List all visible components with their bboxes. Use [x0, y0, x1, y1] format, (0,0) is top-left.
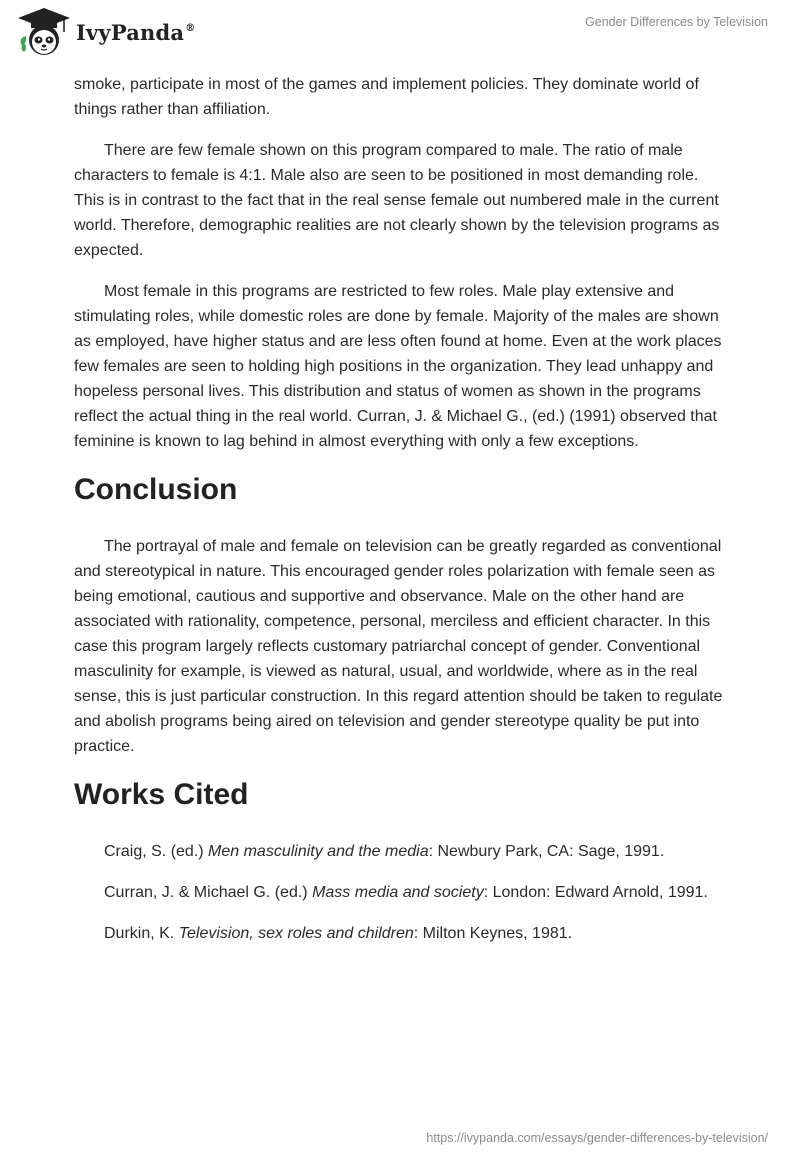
citation-item: Craig, S. (ed.) Men masculinity and the media: Newbury Park, CA: Sage, 1991.: [104, 843, 665, 860]
conclusion-heading: Conclusion: [74, 473, 238, 506]
paragraph-continuation: smoke, participate in most of the games and implement policies. They dominate world of things rather than affiliation.: [74, 76, 699, 118]
source-url: https://ivypanda.com/essays/gender-differences-by-television/: [426, 1131, 768, 1145]
citation-item: Durkin, K. Television, sex roles and children: Milton Keynes, 1981.: [104, 925, 573, 942]
page-header: [0, 0, 800, 70]
logo-wordmark: IvyPanda®: [76, 19, 196, 45]
citation-item: Curran, J. & Michael G. (ed.) Mass media and society: London: Edward Arnold, 1991.: [104, 884, 708, 901]
panda-graduation-logo-icon: [14, 6, 74, 58]
essay-content: [74, 72, 728, 962]
paragraph-conclusion: The portrayal of male and female on television can be greatly regarded as conventional and stereotypical in nature. This encouraged gender roles polarization with female seen as being emotional, cautious and supportive and observance. Male on the other hand are associated with rationality, competence, personal, merciless and efficient character. In this case this program largely reflects customary patriarchal concept of gender. Conventional masculinity for example, is viewed as natural, usual, and worldwide, where as in the real sense, this is just particular construction. In this regard attention should be taken to regulate and abolish programs being aired on television and gender stereotype quality be put into practice.: [74, 538, 723, 755]
works-cited-heading: Works Cited: [74, 778, 249, 811]
ivypanda-logo-link[interactable]: [14, 6, 195, 58]
paragraph-roles: Most female in this programs are restricted to few roles. Male play extensive and stimulating roles, while domestic roles are done by female. Majority of the males are shown as employed, have higher status and are less often found at home. Even at the work places few females are seen to holding high positions in the organization. They lead unhappy and hopeless personal lives. This distribution and status of women as shown in the programs reflect the actual thing in the real world. Curran, J. & Michael G., (ed.) (1991) observed that feminine is known to lag behind in almost everything with only a few exceptions.: [74, 283, 722, 450]
paragraph-ratio: There are few female shown on this program compared to male. The ratio of male characters to female is 4:1. Male also are seen to be positioned in most demanding role. This is in contrast to the fact that in the real sense female out numbered male in the current world. Therefore, demographic realities are not clearly shown by the television programs as expected.: [74, 142, 720, 259]
document-title: Gender Differences by Television: [585, 15, 768, 29]
